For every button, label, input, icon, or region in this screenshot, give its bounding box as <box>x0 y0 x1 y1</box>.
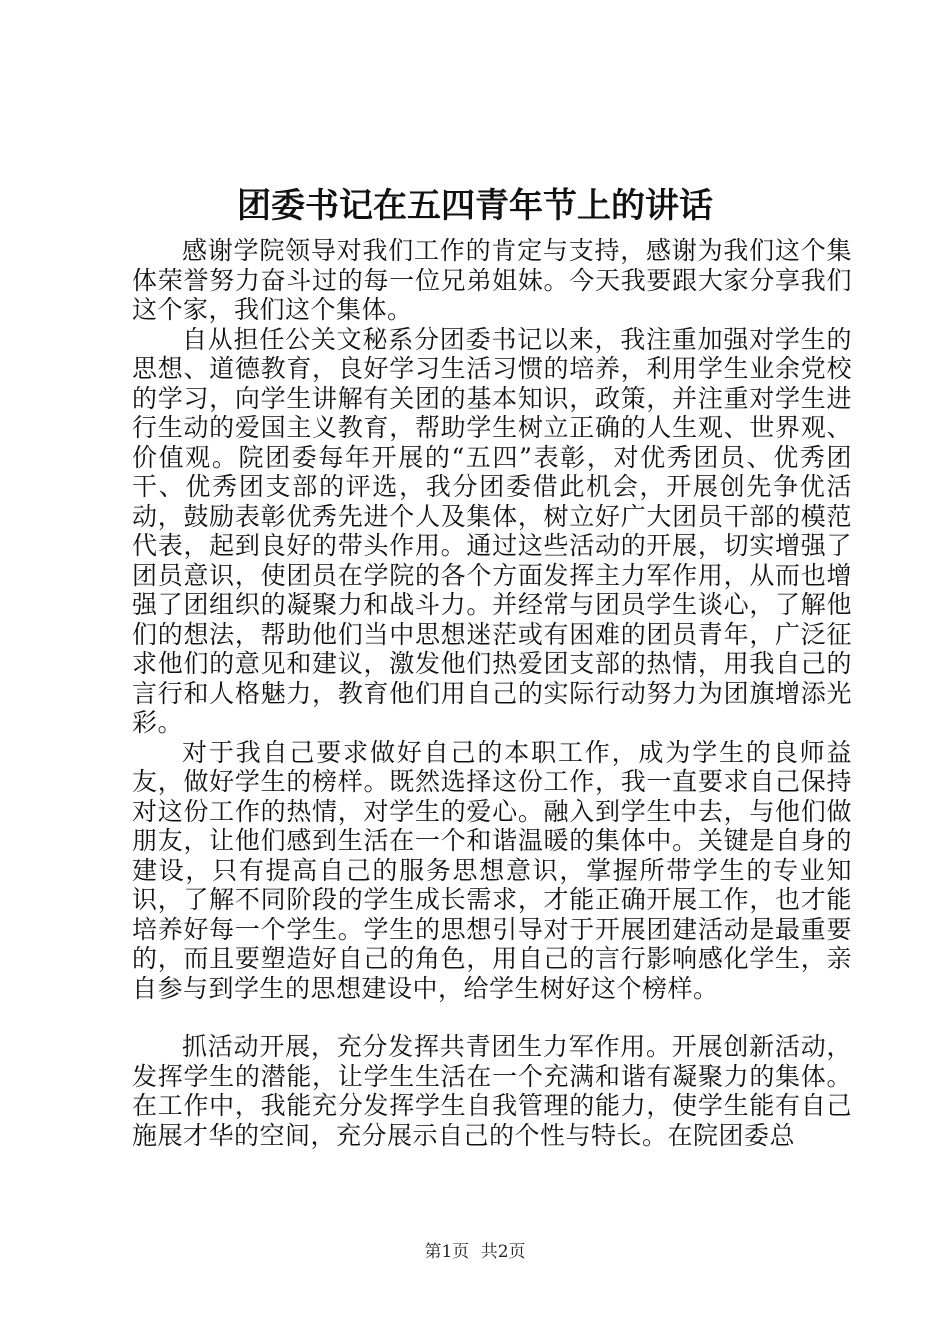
paragraph-1: 感谢学院领导对我们工作的肯定与支持，感谢为我们这个集体荣誉努力奋斗过的每一位兄弟姐妹。今天我要跟大家分享我们这个家，我们这个集体。 <box>132 236 852 324</box>
document-body <box>132 236 852 1150</box>
page-number: 第1页 <box>424 1242 470 1262</box>
paragraph-4: 抓活动开展，充分发挥共青团生力军作用。开展创新活动，发挥学生的潜能，让学生生活在一个充满和谐有凝聚力的集体。在工作中，我能充分发挥学生自我管理的能力，使学生能有自己施展才华的空间，充分展示自己的个性与特长。在院团委总 <box>132 1032 852 1150</box>
paragraph-2: 自从担任公关文秘系分团委书记以来，我注重加强对学生的思想、道德教育，良好学习生活习惯的培养，利用学生业余党校的学习，向学生讲解有关团的基本知识，政策，并注重对学生进行生动的爱国主义教育，帮助学生树立正确的人生观、世界观、价值观。院团委每年开展的“五四”表彰，对优秀团员、优秀团干、优秀团支部的评选，我分团委借此机会，开展创先争优活动，鼓励表彰优秀先进个人及集体，树立好广大团员干部的模范代表，起到良好的带头作用。通过这些活动的开展，切实增强了团员意识，使团员在学院的各个方面发挥主力军作用，从而也增强了团组织的凝聚力和战斗力。并经常与团员学生谈心，了解他们的想法，帮助他们当中思想迷茫或有困难的团员青年，广泛征求他们的意见和建议，激发他们热爱团支部的热情，用我自己的言行和人格魅力，教育他们用自己的实际行动努力为团旗增添光彩。 <box>132 324 852 737</box>
document-title: 团委书记在五四青年节上的讲话 <box>237 186 713 226</box>
page-total: 共2页 <box>480 1242 526 1262</box>
paragraph-3: 对于我自己要求做好自己的本职工作，成为学生的良师益友，做好学生的榜样。既然选择这份工作，我一直要求自己保持对这份工作的热情，对学生的爱心。融入到学生中去，与他们做朋友，让他们感到生活在一个和谐温暖的集体中。关键是自身的建设，只有提高自己的服务思想意识，掌握所带学生的专业知识，了解不同阶段的学生成长需求，才能正确开展工作，也才能培养好每一个学生。学生的思想引导对于开展团建活动是最重要的，而且要塑造好自己的角色，用自己的言行影响感化学生，亲自参与到学生的思想建设中，给学生树好这个榜样。 <box>132 737 852 1003</box>
page-footer <box>0 1240 950 1264</box>
